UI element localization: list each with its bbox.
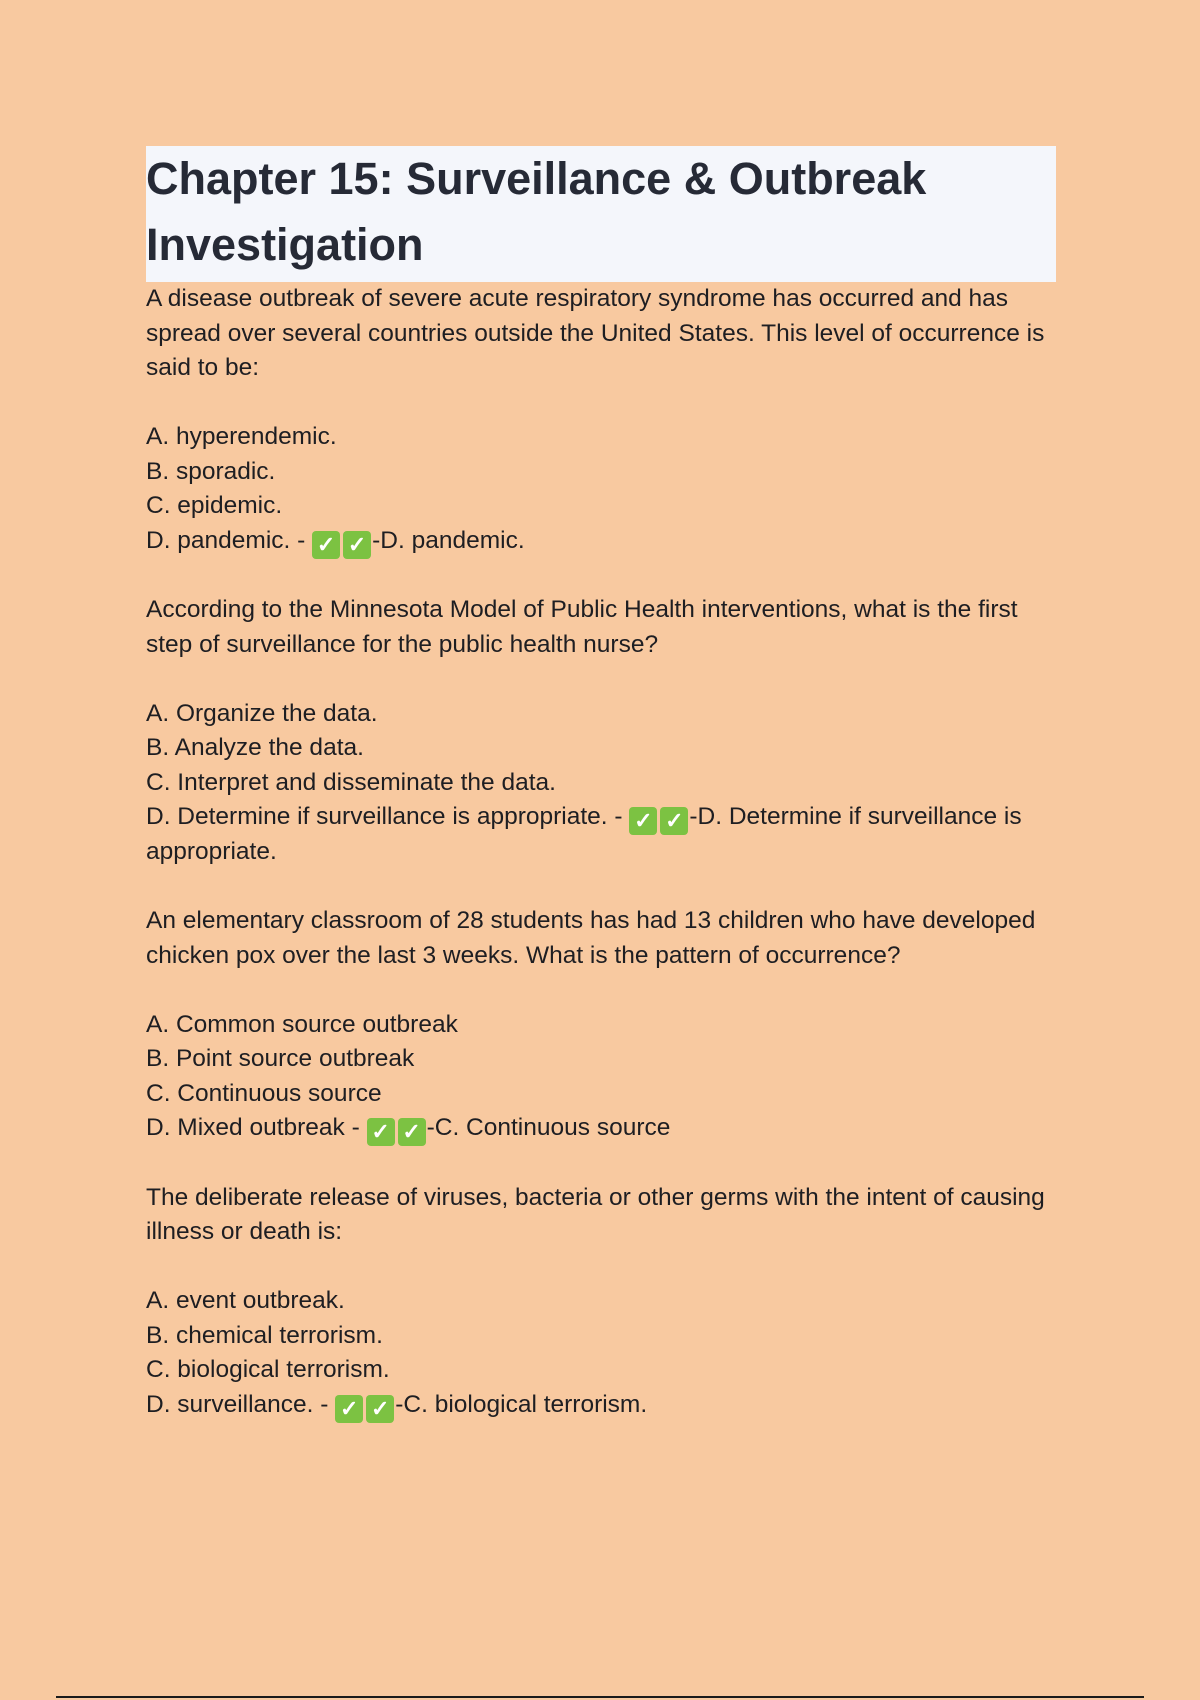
question-text: An elementary classroom of 28 students has had 13 children who have developed chicken pox over the last 3 weeks. What is the pattern of occurrence? [146,907,1036,969]
option-b: B. chemical terrorism. [146,1321,383,1349]
option-list [146,1008,1056,1147]
option-b: B. Analyze the data. [146,734,364,761]
check-mark-icon: ✓ [398,1118,426,1146]
option-d [146,800,1056,870]
document-page [146,146,1056,1423]
title-box [146,146,1056,282]
answer-text: -C. biological terrorism. [395,1390,648,1418]
option-c: C. biological terrorism. [146,1356,390,1383]
option-c: C. epidemic. [146,492,283,519]
check-mark-icon: ✓ [335,1395,363,1423]
option-a: A. Common source outbreak [146,1010,458,1038]
option-b: B. Point source outbreak [146,1045,415,1072]
page-title: Chapter 15: Surveillance & Outbreak Investigation [146,153,927,270]
check-mark-icon: ✓ [367,1118,395,1146]
option-a: A. hyperendemic. [146,423,337,450]
option-d [146,1388,1056,1423]
option-b: B. sporadic. [146,457,276,485]
option-d [146,1111,1056,1146]
option-d-text: D. pandemic. - [146,526,313,554]
option-c: C. Interpret and disseminate the data. [146,768,556,796]
footer-divider [56,1696,1144,1698]
option-d-text: D. Determine if surveillance is appropriate. - [146,803,630,830]
option-list [146,1284,1056,1423]
check-mark-icon: ✓ [629,807,657,835]
option-list [146,697,1056,870]
answer-text: -D. pandemic. [372,526,525,554]
question-block-4 [146,1181,1056,1423]
option-a: A. event outbreak. [146,1287,345,1314]
option-d-text: D. Mixed outbreak - [146,1114,367,1141]
option-a: A. Organize the data. [146,699,378,727]
option-d-text: D. surveillance. - [146,1390,336,1418]
question-block-2 [146,593,1056,870]
question-block-3 [146,904,1056,1146]
answer-text: -C. Continuous source [426,1114,671,1141]
question-block-1 [146,282,1056,559]
option-list [146,420,1056,559]
option-c: C. Continuous source [146,1079,382,1107]
option-d [146,524,1056,559]
question-text: A disease outbreak of severe acute respiratory syndrome has occurred and has spread over several countries outside the United States. This level of occurrence is said to be: [146,285,1045,381]
answer-text: -D. Determine if surveillance is appropriate. [146,803,1022,865]
question-text: The deliberate release of viruses, bacteria or other germs with the intent of causing illness or death is: [146,1183,1045,1245]
check-mark-icon: ✓ [312,531,340,559]
check-mark-icon: ✓ [343,531,371,559]
check-mark-icon: ✓ [660,807,688,835]
question-text: According to the Minnesota Model of Public Health interventions, what is the first step of surveillance for the public health nurse? [146,596,1018,658]
check-mark-icon: ✓ [366,1395,394,1423]
